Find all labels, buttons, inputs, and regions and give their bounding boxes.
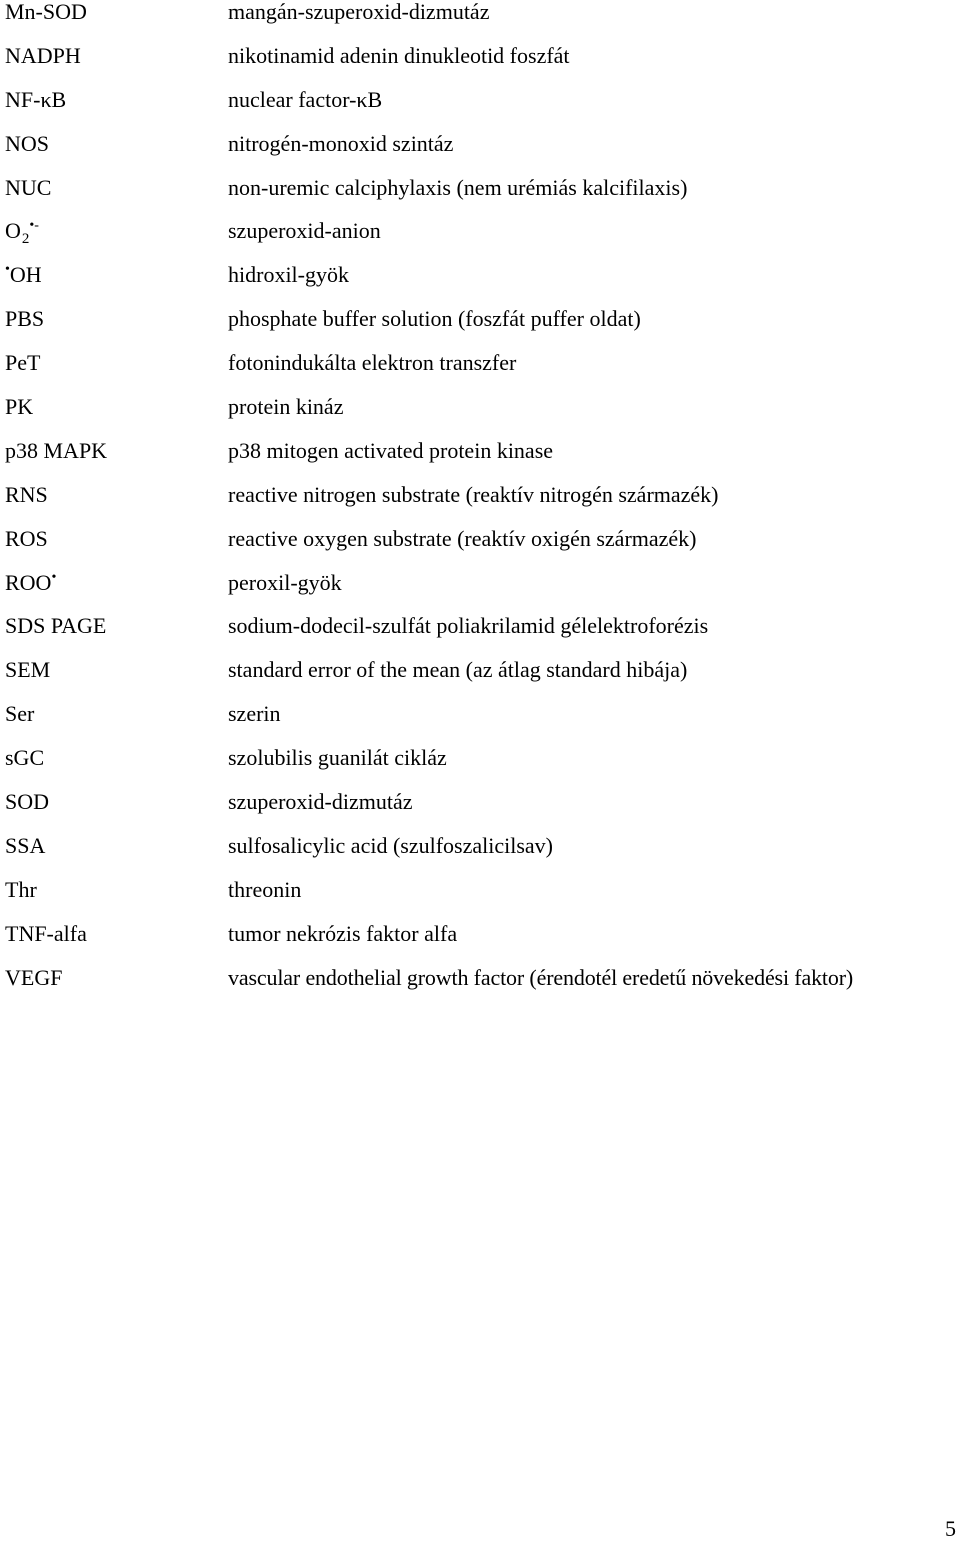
abbreviation-term: SOD xyxy=(5,789,50,815)
abbreviation-term: PBS xyxy=(5,306,45,332)
abbreviation-definition: threonin xyxy=(228,876,302,902)
abbreviation-term: NUC xyxy=(5,174,52,200)
abbreviation-term: TNF-alfa xyxy=(5,920,87,946)
abbreviation-term-subscript: 2 xyxy=(21,231,30,248)
abbreviation-definition: sodium-dodecil-szulfát poliakrilamid gélelektroforézis xyxy=(228,613,709,639)
abbreviation-row xyxy=(0,307,960,351)
abbreviation-term: p38 MAPK xyxy=(5,437,108,463)
abbreviation-row xyxy=(0,44,960,88)
abbreviation-row xyxy=(0,658,960,702)
abbreviation-term-superscript: •- xyxy=(29,218,39,234)
abbreviation-term: SEM xyxy=(5,657,51,683)
abbreviation-row xyxy=(0,483,960,527)
abbreviation-definition: vascular endothelial growth factor (érendotél eredetű növekedési faktor) xyxy=(228,964,854,990)
abbreviation-row xyxy=(0,263,960,307)
abbreviation-definition: p38 mitogen activated protein kinase xyxy=(228,437,554,463)
abbreviation-term-superscript: • xyxy=(51,569,57,585)
abbreviation-term xyxy=(5,263,42,291)
abbreviation-row xyxy=(0,395,960,439)
abbreviation-term-superscript: • xyxy=(5,262,10,278)
abbreviation-term xyxy=(5,571,56,599)
abbreviation-row xyxy=(0,0,960,44)
abbreviation-term: NADPH xyxy=(5,42,81,68)
abbreviation-term: ROS xyxy=(5,525,48,551)
abbreviation-definition: protein kináz xyxy=(228,394,344,420)
abbreviation-row xyxy=(0,834,960,878)
abbreviation-row xyxy=(0,746,960,790)
abbreviation-row xyxy=(0,527,960,571)
abbreviation-term: NOS xyxy=(5,130,50,156)
abbreviation-term-base: O xyxy=(5,218,21,244)
abbreviation-definition: szerin xyxy=(228,701,281,727)
abbreviation-definition: reactive oxygen substrate (reaktív oxigén származék) xyxy=(228,525,697,551)
abbreviation-term: PK xyxy=(5,394,34,420)
abbreviation-definition: standard error of the mean (az átlag standard hibája) xyxy=(228,657,688,683)
abbreviation-row xyxy=(0,176,960,220)
abbreviation-row xyxy=(0,878,960,922)
abbreviation-row xyxy=(0,614,960,658)
abbreviation-row xyxy=(0,219,960,263)
abbreviation-term xyxy=(5,219,39,247)
abbreviation-definition: mangán-szuperoxid-dizmutáz xyxy=(228,0,490,24)
abbreviation-definition: szolubilis guanilát cikláz xyxy=(228,745,447,771)
abbreviation-term: Ser xyxy=(5,701,35,727)
abbreviation-term: sGC xyxy=(5,745,45,771)
abbreviation-term: SSA xyxy=(5,832,46,858)
abbreviation-definition: tumor nekrózis faktor alfa xyxy=(228,920,458,946)
abbreviation-definition: reactive nitrogen substrate (reaktív nitrogén származék) xyxy=(228,481,719,507)
abbreviation-definition: nikotinamid adenin dinukleotid foszfát xyxy=(228,42,570,68)
abbreviation-definition: sulfosalicylic acid (szulfoszalicilsav) xyxy=(228,832,553,858)
abbreviation-definition: phosphate buffer solution (foszfát puffer oldat) xyxy=(228,306,641,332)
abbreviation-row xyxy=(0,351,960,395)
abbreviation-term: PeT xyxy=(5,350,41,376)
abbreviation-row xyxy=(0,88,960,132)
abbreviation-definition: nitrogén-monoxid szintáz xyxy=(228,130,454,156)
abbreviation-term: Mn-SOD xyxy=(5,0,87,24)
abbreviation-row xyxy=(0,966,960,1010)
abbreviation-term: Thr xyxy=(5,876,37,902)
abbreviation-term: VEGF xyxy=(5,964,63,990)
abbreviation-term-base: OH xyxy=(9,262,42,288)
abbreviation-row xyxy=(0,922,960,966)
abbreviation-row xyxy=(0,571,960,615)
abbreviation-definition: nuclear factor-κB xyxy=(228,86,383,112)
abbreviation-term: NF-κB xyxy=(5,86,67,112)
abbreviation-definition: szuperoxid-dizmutáz xyxy=(228,789,413,815)
abbreviation-row xyxy=(0,439,960,483)
abbreviation-definition: hidroxil-gyök xyxy=(228,262,349,288)
abbreviation-definition: peroxil-gyök xyxy=(228,569,342,595)
abbreviation-term-base: ROO xyxy=(5,569,52,595)
abbreviation-term: RNS xyxy=(5,481,48,507)
abbreviation-definition: szuperoxid-anion xyxy=(228,218,381,244)
abbreviation-term: SDS PAGE xyxy=(5,613,107,639)
abbreviation-row xyxy=(0,790,960,834)
page-number: 5 xyxy=(945,1516,956,1541)
abbreviation-definition: fotonindukálta elektron transzfer xyxy=(228,350,517,376)
abbreviation-definition: non-uremic calciphylaxis (nem urémiás kalcifilaxis) xyxy=(228,174,688,200)
abbreviation-row xyxy=(0,702,960,746)
abbreviation-row xyxy=(0,132,960,176)
